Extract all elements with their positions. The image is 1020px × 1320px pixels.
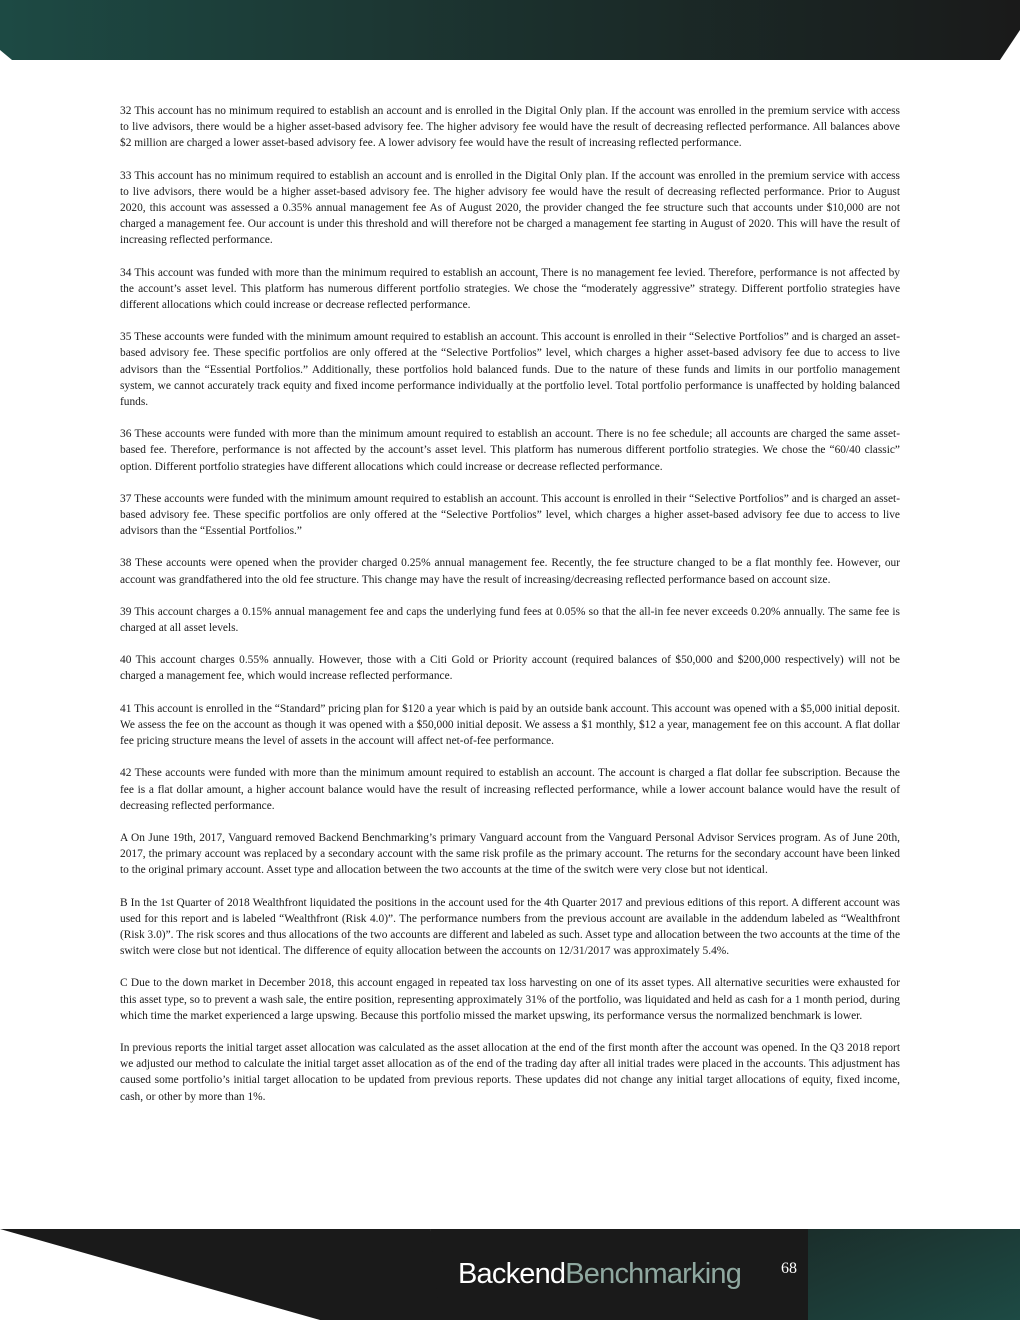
footnote-41: 41 This account is enrolled in the “Standard” pricing plan for $120 a year which is paid by an outside bank account. This account was opened with a $5,000 initial deposit. We assess the fee on the account as though it was opened with a $50,000 initial deposit. We assess a $1 monthly, $12 a year, management fee on this account. A flat dollar fee pricing structure means the level of assets in the account will affect net-of-fee performance. [120, 702, 900, 748]
footnote-42: 42 These accounts were funded with more than the minimum amount required to establish an account. The account is charged a flat dollar fee subscription. Because the fee is a flat dollar amount, a higher account balance would have the result of increasing reflected performance, while a lower account balance would have the result of decreasing reflected performance. [120, 767, 900, 812]
footnote-35: 35 These accounts were funded with the minimum amount required to establish an account. This account is enrolled in their “Selective Portfolios” and is charged an asset-based advisory fee. These specific portfolios are only offered at the “Selective Portfolios” level, which charges a higher asset-based advisory fee due to access to live advisors than the “Essential Portfolios.” Additionally, these portfolios hold balanced funds. Due to the nature of these funds and limits in our portfolio management system, we cannot accurately track equity and fixed income performance individually at the portfolio level. Total portfolio performance is unaffected by holding balanced funds. [120, 331, 900, 409]
footnote-34: 34 This account was funded with more than the minimum required to establish an account, There is no management fee levied. Therefore, performance is not affected by the account’s asset level. This platform has numerous different portfolio strategies. We chose the “moderately aggressive” strategy. Different portfolio strategies have different allocations which could increase or decrease reflected performance. [120, 266, 900, 312]
footnote-32: 32 This account has no minimum required to establish an account and is enrolled in the Digital Only plan. If the account was enrolled in the premium service with access to live advisors, there would be a higher asset-based advisory fee. The higher advisory fee would have the result of decreasing reflected performance. All balances above $2 million are charged a lower asset-based advisory fee. A lower advisory fee would have the result of increasing reflected performance. [120, 105, 900, 150]
brand-logo [458, 1254, 741, 1294]
methodology-note: In previous reports the initial target asset allocation was calculated as the asset allocation at the end of the first month after the account was opened. In the Q3 2018 report we adjusted our method to calculate the initial target asset allocation as of the end of the trading day after all initial trades were placed in the accounts. This adjustment has caused some portfolio’s initial target allocation to be updated from previous reports. These updates did not change any initial target allocations of equity, fixed income, cash, or other by more than 1%. [120, 1041, 900, 1103]
page-number: 68 [781, 1260, 797, 1277]
footnote-39: 39 This account charges a 0.15% annual management fee and caps the underlying fund fees at 0.05% so that the all-in fee never exceeds 0.20% annually. The same fee is charged at all asset levels. [120, 605, 900, 635]
logo-wordmark-second: Benchmarking [565, 1258, 742, 1290]
footnote-b: B In the 1st Quarter of 2018 Wealthfront liquidated the positions in the account used for the 4th Quarter 2017 and previous editions of this report. A different account was used for this report and is labeled “Wealthfront (Risk 4.0)”. The performance numbers from the previous account are available in the addendum labeled as “Wealthfront (Risk 3.0)”. The risk scores and thus allocations of the two accounts are different and labeled as such. Asset type and allocation between the two accounts at the time of the switch were close but not identical. The difference of equity allocation between the accounts on 12/31/2017 was approximately 5.4%. [120, 896, 900, 958]
footnote-37: 37 These accounts were funded with the minimum amount required to establish an account. This account is enrolled in their “Selective Portfolios” and is charged an asset-based advisory fee. These specific portfolios are only offered at the “Selective Portfolios” level, which charges a higher asset-based advisory fee due to access to live advisors than the “Essential Portfolios.” [120, 492, 900, 538]
footnote-33: 33 This account has no minimum required to establish an account and is enrolled in the Digital Only plan. If the account was enrolled in the premium service with access to live advisors, there would be a higher asset-based advisory fee. The higher advisory fee would have the result of decreasing reflected performance. Prior to August 2020, this account was assessed a 0.35% annual management fee As of August 2020, the provider changed the fee structure such that accounts under $10,000 are not charged a management fee. Our account is under this threshold and will therefore not be charged a management fee starting in August of 2020. This will have the result of increasing reflected performance. [120, 169, 900, 247]
logo-wordmark-first: Backend [458, 1258, 566, 1290]
top-header-band [0, 0, 1020, 60]
footnotes-body [120, 103, 900, 1121]
footnote-38: 38 These accounts were opened when the provider charged 0.25% annual management fee. Recently, the fee structure changed to be a flat monthly fee. However, our account was grandfathered into the old fee structure. This change may have the result of increasing/decreasing reflected performance based on account size. [120, 557, 900, 586]
footnote-36: 36 These accounts were funded with more than the minimum amount required to establish an account. There is no fee schedule; all accounts are charged the same asset-based fee. Therefore, performance is not affected by the account’s asset level. This platform has numerous different portfolio strategies. We chose the “60/40 classic” option. Different portfolio strategies have different allocations which could increase or decrease reflected performance. [120, 428, 900, 473]
footnote-c: C Due to the down market in December 2018, this account engaged in repeated tax loss harvesting on one of its asset types. All alternative securities were exhausted for this asset type, so to prevent a wash sale, the entire position, representing approximately 31% of the portfolio, was liquidated and held as cash for a 1 month period, during which time the market experienced a large upswing. Because this portfolio missed the market upswing, its performance versus the normalized benchmark is lower. [120, 977, 900, 1022]
footnote-40: 40 This account charges 0.55% annually. However, those with a Citi Gold or Priority account (required balances of $50,000 and $200,000 respectively) will not be charged a management fee, which would increase reflected performance. [120, 654, 900, 683]
footnote-a: A On June 19th, 2017, Vanguard removed Backend Benchmarking’s primary Vanguard account from the Vanguard Personal Advisor Services program. As of June 20th, 2017, the primary account was replaced by a secondary account with the same risk profile as the primary account. The returns for the secondary account have been linked to the original primary account. Asset type and allocation between the two accounts at the time of the switch were very close but not identical. [120, 831, 900, 877]
